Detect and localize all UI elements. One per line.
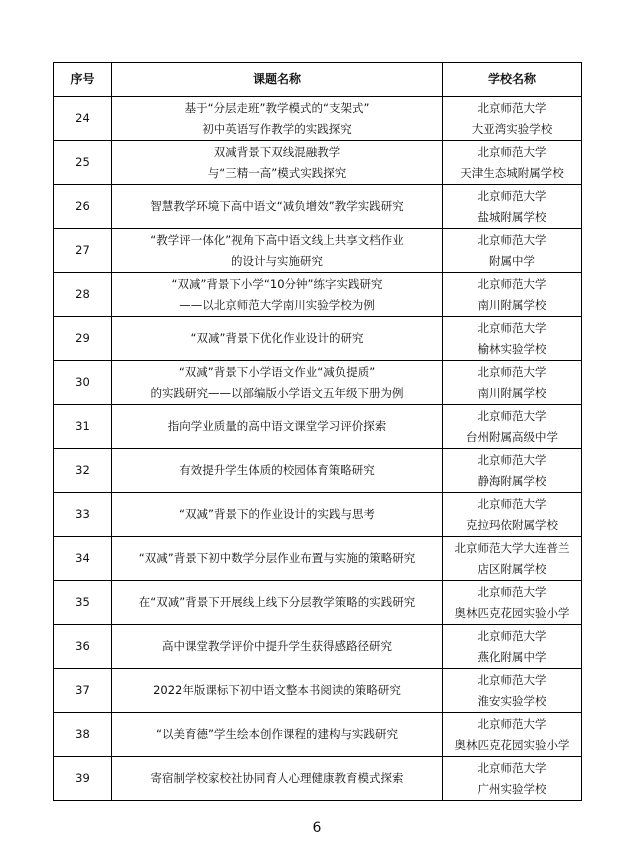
school-name-line: 天津生态城附属学校: [460, 165, 564, 180]
school-name-line: 南川附属学校: [477, 297, 547, 312]
school-name-cell: [443, 317, 582, 361]
project-title-line: 有效提升学生体质的校园体育策略研究: [179, 463, 375, 477]
school-name-line: 北京师范大学: [477, 628, 547, 643]
school-name-cell: [443, 581, 582, 625]
header-school: 学校名称: [443, 63, 582, 97]
project-title-line: “以美育德”学生绘本创作课程的建构与实践研究: [156, 727, 398, 741]
school-name-line: 北京师范大学: [477, 496, 547, 511]
project-title-line: 在“双减”背景下开展线上线下分层教学策略的实践研究: [138, 595, 416, 609]
project-title-cell: [112, 581, 443, 625]
project-title-line: “教学评一体化”视角下高中语文线上共享文档作业: [150, 232, 404, 247]
school-name-line: 北京师范大学: [477, 232, 547, 247]
table-row: [54, 449, 582, 493]
school-name-cell: [443, 273, 582, 317]
table-row: [54, 229, 582, 273]
school-name-cell: [443, 537, 582, 581]
table-row: [54, 361, 582, 405]
row-number: 39: [54, 757, 112, 801]
table-row: [54, 537, 582, 581]
row-number: 28: [54, 273, 112, 317]
table-header-row: [54, 63, 582, 97]
project-title-cell: [112, 625, 443, 669]
table-row: [54, 669, 582, 713]
project-title-line: 的设计与实施研究: [231, 253, 323, 268]
school-name-line: 静海附属学校: [477, 473, 547, 488]
row-number: 35: [54, 581, 112, 625]
project-title-line: “双减”背景下小学“10分钟”练字实践研究: [171, 276, 383, 291]
table-row: [54, 185, 582, 229]
project-title-line: 的实践研究——以部编版小学语文五年级下册为例: [150, 385, 404, 400]
project-title-line: 双减背景下双线混融教学: [213, 144, 341, 159]
project-title-cell: [112, 97, 443, 141]
school-name-line: 台州附属高级中学: [466, 429, 558, 444]
school-name-cell: [443, 97, 582, 141]
school-name-cell: [443, 625, 582, 669]
project-title-cell: [112, 449, 443, 493]
school-name-line: 奥林匹克花园实验小学: [454, 605, 570, 620]
row-number: 37: [54, 669, 112, 713]
school-name-line: 北京师范大学: [477, 452, 547, 467]
row-number: 31: [54, 405, 112, 449]
school-name-line: 榆林实验学校: [477, 341, 547, 356]
school-name-line: 北京师范大学: [477, 188, 547, 203]
row-number: 25: [54, 141, 112, 185]
school-name-line: 北京师范大学: [477, 672, 547, 687]
table-row: [54, 405, 582, 449]
table-row: [54, 581, 582, 625]
project-title-cell: [112, 405, 443, 449]
header-title: 课题名称: [112, 63, 443, 97]
school-name-line: 北京师范大学: [477, 408, 547, 423]
school-name-line: 北京师范大学: [477, 584, 547, 599]
row-number: 36: [54, 625, 112, 669]
school-name-line: 燕化附属中学: [477, 649, 547, 664]
project-title-cell: [112, 713, 443, 757]
project-title-cell: [112, 361, 443, 405]
school-name-line: 北京师范大学: [477, 364, 547, 379]
project-title-line: “双减”背景下初中数学分层作业布置与实施的策略研究: [138, 551, 416, 565]
school-name-line: 北京师范大学: [477, 276, 547, 291]
project-title-cell: [112, 141, 443, 185]
project-title-line: 寄宿制学校家校社协同育人心理健康教育模式探索: [150, 771, 404, 785]
school-name-cell: [443, 229, 582, 273]
project-title-cell: [112, 273, 443, 317]
school-name-line: 店区附属学校: [477, 561, 547, 576]
page-number: 6: [312, 820, 322, 836]
project-title-line: 与“三精一高”模式实践探究: [207, 165, 347, 180]
school-name-line: 北京师范大学: [477, 144, 547, 159]
row-number: 26: [54, 185, 112, 229]
school-name-cell: [443, 405, 582, 449]
row-number: 30: [54, 361, 112, 405]
row-number: 29: [54, 317, 112, 361]
project-title-line: 指向学业质量的高中语文课堂学习评价探索: [167, 419, 387, 433]
row-number: 34: [54, 537, 112, 581]
project-title-line: 2022年版课标下初中语文整本书阅读的策略研究: [153, 683, 401, 697]
row-number: 33: [54, 493, 112, 537]
project-title-cell: [112, 185, 443, 229]
school-name-line: 附属中学: [489, 253, 535, 268]
table-row: [54, 273, 582, 317]
project-title-line: ——以北京师范大学南川实验学校为例: [179, 297, 375, 312]
row-number: 32: [54, 449, 112, 493]
school-name-cell: [443, 713, 582, 757]
row-number: 24: [54, 97, 112, 141]
table-row: [54, 625, 582, 669]
school-name-cell: [443, 449, 582, 493]
project-title-line: 智慧教学环境下高中语文“减负增效”教学实践研究: [150, 199, 404, 213]
school-name-cell: [443, 757, 582, 801]
table-row: [54, 757, 582, 801]
school-name-cell: [443, 669, 582, 713]
table-row: [54, 317, 582, 361]
project-title-line: “双减”背景下的作业设计的实践与思考: [179, 507, 375, 521]
project-title-cell: [112, 493, 443, 537]
table-row: [54, 493, 582, 537]
school-name-line: 广州实验学校: [477, 781, 547, 796]
project-title-line: 基于“分层走班”教学模式的“支架式”: [184, 100, 370, 115]
school-name-line: 大亚湾实验学校: [471, 121, 553, 136]
header-no: 序号: [54, 63, 112, 97]
table-row: [54, 713, 582, 757]
school-name-line: 北京师范大学: [477, 320, 547, 335]
school-name-line: 北京师范大学: [477, 716, 547, 731]
school-name-line: 盐城附属学校: [477, 209, 547, 224]
project-title-line: “双减”背景下小学语文作业“减负提质”: [178, 364, 376, 379]
project-title-cell: [112, 669, 443, 713]
school-name-cell: [443, 185, 582, 229]
school-name-line: 北京师范大学: [477, 100, 547, 115]
school-name-cell: [443, 361, 582, 405]
school-name-line: 北京师范大学大连普兰: [454, 540, 570, 555]
school-name-cell: [443, 141, 582, 185]
project-title-cell: [112, 317, 443, 361]
school-name-line: 淮安实验学校: [477, 693, 547, 708]
project-title-line: 初中英语写作教学的实践探究: [202, 121, 352, 136]
project-title-line: 高中课堂教学评价中提升学生获得感路径研究: [162, 639, 392, 653]
project-title-line: “双减”背景下优化作业设计的研究: [190, 331, 364, 345]
school-name-line: 奥林匹克花园实验小学: [454, 737, 570, 752]
project-title-cell: [112, 229, 443, 273]
school-name-line: 克拉玛依附属学校: [466, 517, 558, 532]
project-title-cell: [112, 537, 443, 581]
school-name-line: 南川附属学校: [477, 385, 547, 400]
school-name-cell: [443, 493, 582, 537]
row-number: 27: [54, 229, 112, 273]
project-table: [53, 62, 582, 801]
row-number: 38: [54, 713, 112, 757]
table-row: [54, 97, 582, 141]
project-title-cell: [112, 757, 443, 801]
school-name-line: 北京师范大学: [477, 760, 547, 775]
table-body: [54, 97, 582, 801]
table-row: [54, 141, 582, 185]
